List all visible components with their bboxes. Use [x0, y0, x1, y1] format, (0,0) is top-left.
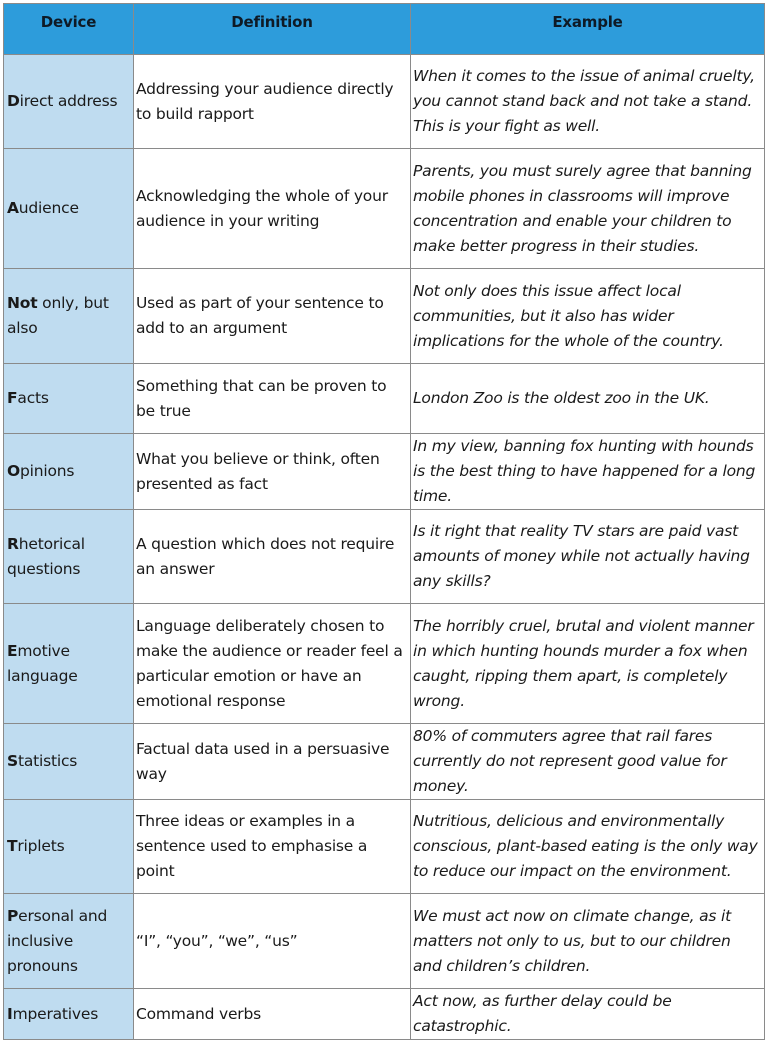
- example-cell: Parents, you must surely agree that banning mobile phones in classrooms will improve concentration and enable your children to make better progress in their studies.: [411, 149, 765, 269]
- device-cell: [4, 800, 134, 894]
- header-example: Example: [411, 4, 765, 55]
- device-rest: only, but also: [7, 294, 109, 337]
- table-row: [4, 894, 765, 989]
- device-initial: Not: [7, 294, 38, 312]
- device-initial: D: [7, 92, 20, 110]
- definition-cell: Something that can be proven to be true: [134, 364, 411, 434]
- definition-cell: A question which does not require an answer: [134, 510, 411, 604]
- device-rest: ersonal and inclusive pronouns: [7, 906, 108, 975]
- table-row: [4, 604, 765, 724]
- device-rest: irect address: [19, 92, 118, 110]
- example-cell: London Zoo is the oldest zoo in the UK.: [411, 364, 765, 434]
- header-device: Device: [4, 4, 134, 55]
- device-cell: [4, 149, 134, 269]
- device-rest: mperatives: [12, 1004, 99, 1023]
- table-row: [4, 269, 765, 364]
- device-initial: I: [7, 1004, 13, 1023]
- device-initial: T: [7, 837, 18, 855]
- definition-cell: What you believe or think, often presented as fact: [134, 434, 411, 510]
- persuasive-devices-table: [3, 3, 765, 1040]
- definition-cell: Command verbs: [134, 989, 411, 1040]
- table-row: [4, 989, 765, 1040]
- header-definition: Definition: [134, 4, 411, 55]
- definition-cell: Three ideas or examples in a sentence used to emphasise a point: [134, 800, 411, 894]
- table-row: [4, 510, 765, 604]
- example-cell: Act now, as further delay could be catastrophic.: [411, 989, 765, 1040]
- definition-cell: “I”, “you”, “we”, “us”: [134, 894, 411, 989]
- definition-cell: Acknowledging the whole of your audience in your writing: [134, 149, 411, 269]
- device-rest: motive language: [7, 641, 78, 685]
- table-row: [4, 149, 765, 269]
- device-cell: [4, 434, 134, 510]
- device-cell: [4, 364, 134, 434]
- example-cell: In my view, banning fox hunting with hounds is the best thing to have happened for a long time.: [411, 434, 765, 510]
- device-rest: pinions: [19, 462, 75, 480]
- device-rest: acts: [17, 389, 49, 407]
- example-cell: The horribly cruel, brutal and violent manner in which hunting hounds murder a fox when caught, ripping them apart, is completely wrong.: [411, 604, 765, 724]
- device-initial: S: [7, 752, 18, 770]
- device-initial: E: [7, 641, 18, 660]
- definition-cell: Factual data used in a persuasive way: [134, 724, 411, 800]
- device-initial: F: [7, 389, 18, 407]
- device-cell: [4, 604, 134, 724]
- device-rest: tatistics: [17, 752, 78, 770]
- device-rest: udience: [18, 199, 79, 217]
- header-row: [4, 4, 765, 55]
- example-cell: We must act now on climate change, as it matters not only to us, but to our children and children’s children.: [411, 894, 765, 989]
- device-cell: [4, 510, 134, 604]
- device-cell: [4, 989, 134, 1040]
- device-rest: hetorical questions: [7, 534, 85, 578]
- example-cell: When it comes to the issue of animal cruelty, you cannot stand back and not take a stand. This is your fight as well.: [411, 55, 765, 149]
- definition-cell: Used as part of your sentence to add to an argument: [134, 269, 411, 364]
- definition-cell: Language deliberately chosen to make the audience or reader feel a particular emotion or have an emotional response: [134, 604, 411, 724]
- device-initial: A: [7, 199, 19, 217]
- table-row: [4, 55, 765, 149]
- device-cell: [4, 724, 134, 800]
- example-cell: 80% of commuters agree that rail fares currently do not represent good value for money.: [411, 724, 765, 800]
- table-row: [4, 364, 765, 434]
- device-initial: P: [7, 906, 19, 925]
- device-cell: [4, 269, 134, 364]
- device-cell: [4, 55, 134, 149]
- example-cell: Not only does this issue affect local communities, but it also has wider implications for the whole of the country.: [411, 269, 765, 364]
- device-initial: R: [7, 534, 19, 553]
- table-row: [4, 800, 765, 894]
- example-cell: Nutritious, delicious and environmentally conscious, plant-based eating is the only way to reduce our impact on the environment.: [411, 800, 765, 894]
- table-row: [4, 434, 765, 510]
- device-cell: [4, 894, 134, 989]
- example-cell: Is it right that reality TV stars are paid vast amounts of money while not actually having any skills?: [411, 510, 765, 604]
- table-row: [4, 724, 765, 800]
- device-rest: riplets: [17, 837, 65, 855]
- definition-cell: Addressing your audience directly to build rapport: [134, 55, 411, 149]
- device-initial: O: [7, 462, 20, 480]
